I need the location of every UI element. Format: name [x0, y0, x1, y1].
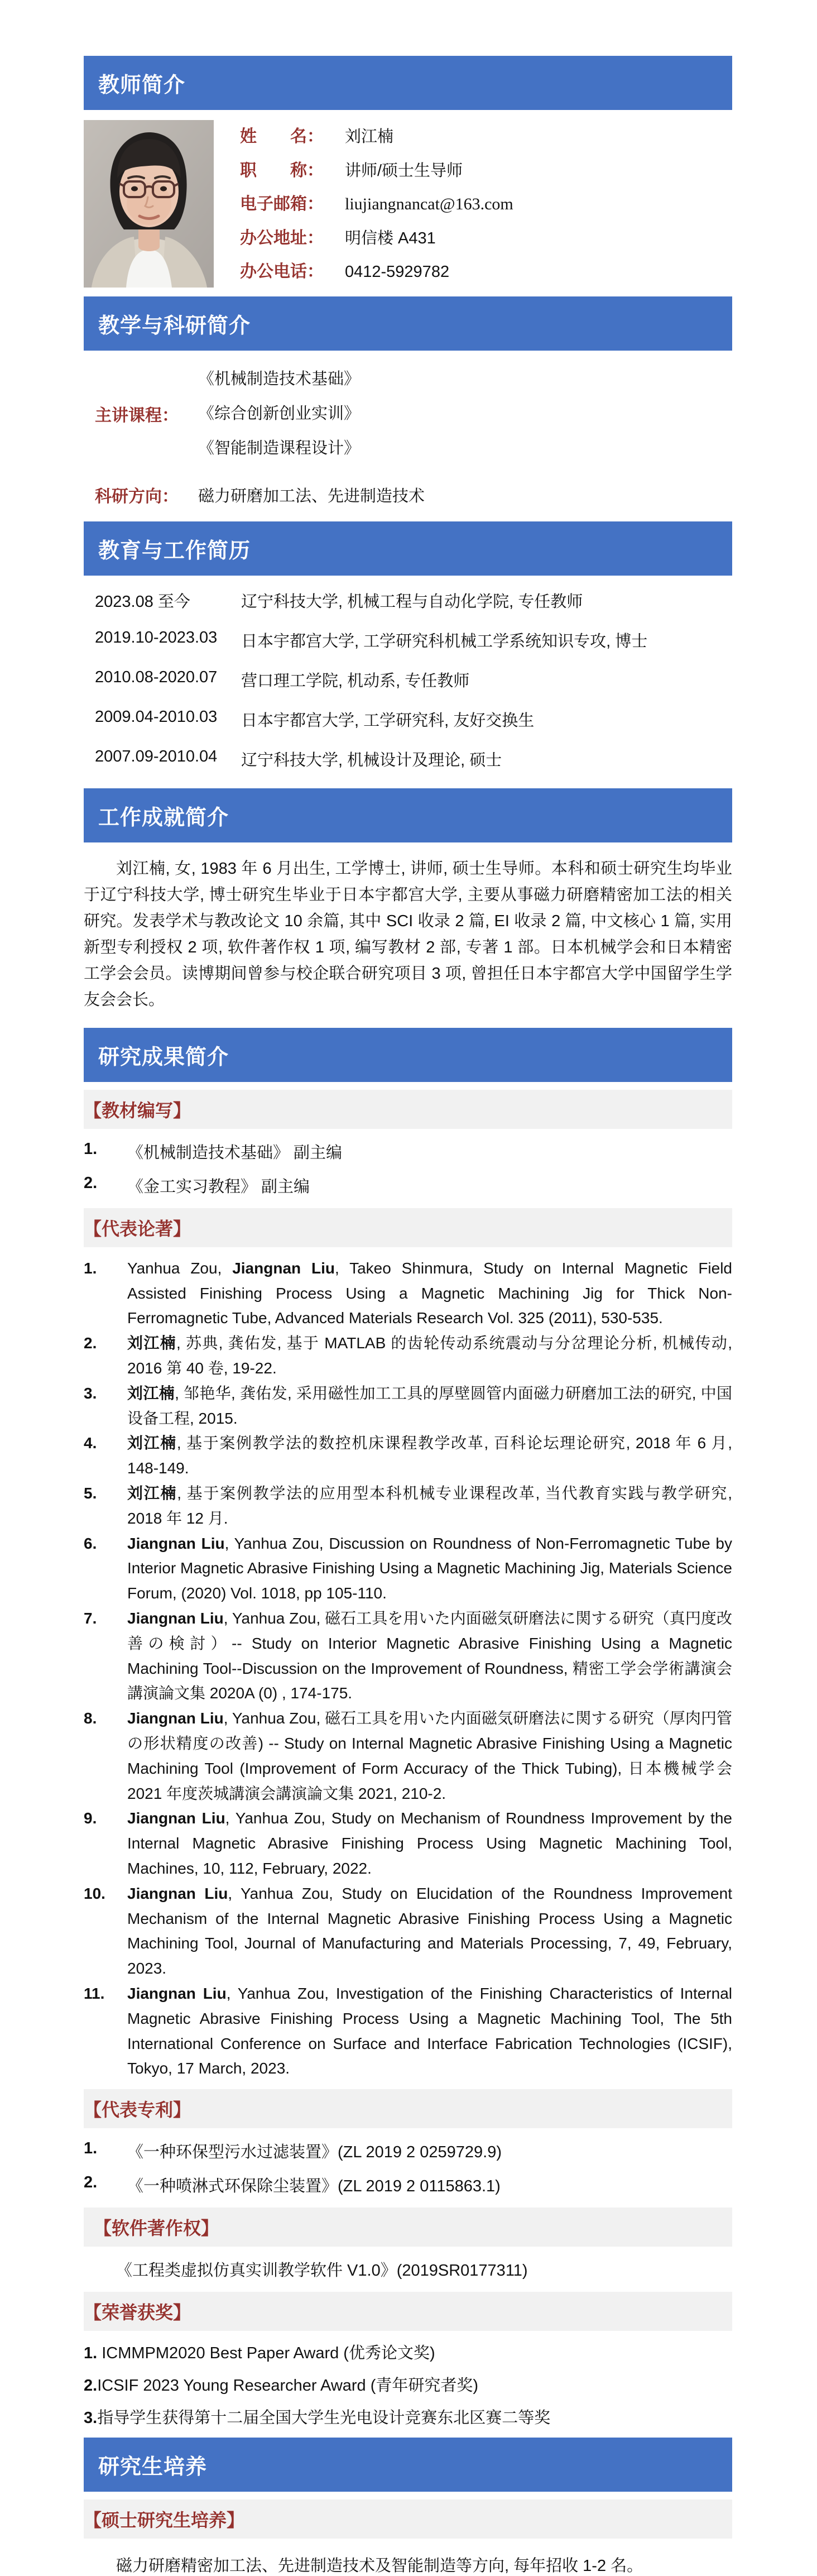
graduate-paragraph: 磁力研磨精密加工法、先进制造技术及智能制造等方向, 每年招收 1-2 名。	[116, 2557, 643, 2575]
education-period: 2019.10-2023.03	[95, 629, 218, 647]
patent-text: 《一种环保型污水过滤装置》(ZL 2019 2 0259729.9)	[127, 2143, 502, 2162]
publication-text: Jiangnan Liu, Yanhua Zou, 磁石工具を用いた内面磁気研磨法に関する研究（厚肉円管の形状精度の改善) -- Study on Internal Magnetic Abrasive Finishing Using a Magnetic Machining Tool (Improvement of Form Accuracy of the Thick Tubing), 日本機械学会 2021 年度茨城講演会講演論文集 2021, 210-2.	[127, 1710, 732, 1802]
publication-text: Jiangnan Liu, Yanhua Zou, Investigation of the Finishing Characteristics of Internal Magnetic Abrasive Finishing Process Using a Magnetic Machining Tool, The 5th International Conference on Surface and Interface Fabrication Technologies (ICSIF), Tokyo, 17 March, 2023.	[127, 1984, 732, 2077]
publication-item	[84, 1481, 732, 1531]
profile-photo	[84, 120, 214, 288]
education-row	[95, 629, 732, 652]
publication-item	[84, 1431, 732, 1481]
education-row	[95, 668, 732, 691]
education-row	[95, 748, 732, 770]
publication-list	[84, 1256, 732, 2081]
course-item: 《综合创新创业实训》	[198, 405, 361, 423]
education-detail: 日本宇都宫大学, 工学研究科, 友好交换生	[241, 712, 535, 730]
education-detail: 辽宁科技大学, 机械工程与自动化学院, 专任教师	[241, 593, 583, 611]
education-period: 2023.08 至今	[95, 593, 190, 611]
author-highlight: Jiangnan Liu	[127, 1984, 227, 2002]
publication-text: 刘江楠, 基于案例教学法的应用型本科机械专业课程改革, 当代教育实践与教学研究, 2018 年 12 月.	[127, 1484, 732, 1527]
textbook-text: 《金工实习教程》 副主编	[127, 1177, 310, 1196]
publication-text: Jiangnan Liu, Yanhua Zou, 磁石工具を用いた内面磁気研磨法に関する研究（真円度改善の検討）-- Study on Interior Magnetic Abrasive Finishing Using a Magnetic Machining Tool--Discussion on the Improvement of Roundness, 精密工学会学術講演会講演論文集 2020A (0) , 174-175.	[127, 1609, 732, 1702]
item-number: 5.	[84, 1484, 97, 1502]
section-header-research: 研究成果简介	[84, 1028, 732, 1082]
item-number: 9.	[84, 1809, 97, 1827]
education-period: 2010.08-2020.07	[95, 668, 218, 686]
band-software-copyright: 【软件著作权】	[84, 2208, 732, 2247]
patent-text: 《一种喷淋式环保除尘装置》(ZL 2019 2 0115863.1)	[127, 2177, 501, 2196]
textbook-item	[84, 1174, 732, 1197]
textbook-text: 《机械制造技术基础》 副主编	[127, 1143, 343, 1162]
education-detail: 营口理工学院, 机动系, 专任教师	[241, 672, 470, 690]
education-period: 2009.04-2010.03	[95, 708, 218, 726]
courses-row	[95, 362, 732, 466]
publication-item	[84, 1981, 732, 2081]
course-item: 《机械制造技术基础》	[198, 370, 361, 388]
education-period: 2007.09-2010.04	[95, 748, 218, 765]
education-row	[95, 708, 732, 731]
profile-fields	[240, 120, 732, 288]
field-value-office: 明信楼 A431	[345, 229, 436, 247]
education-list	[84, 576, 732, 788]
section-header-teaching: 教学与科研简介	[84, 296, 732, 351]
section-header-graduate: 研究生培养	[84, 2438, 732, 2492]
field-label-title: 职 称：	[240, 161, 324, 180]
research-direction-value: 磁力研磨加工法、先进制造技术	[198, 487, 425, 505]
band-publications: 【代表论著】	[84, 1208, 732, 1247]
band-patents: 【代表专利】	[84, 2089, 732, 2128]
publication-text: 刘江楠, 苏典, 龚佑发, 基于 MATLAB 的齿轮传动系统震动与分岔理论分析, 机械传动, 2016 第 40 卷, 19-22.	[127, 1334, 732, 1377]
field-value-title: 讲师/硕士生导师	[345, 161, 463, 180]
field-label-name: 姓 名：	[240, 127, 324, 146]
field-value-name: 刘江楠	[345, 128, 394, 146]
software-copyright-item: 《工程类虚拟仿真实训教学软件 V1.0》(2019SR0177311)	[116, 2262, 528, 2280]
education-detail: 日本宇都宫大学, 工学研究科机械工学系统知识专攻, 博士	[241, 633, 648, 650]
publication-text: Jiangnan Liu, Yanhua Zou, Discussion on Roundness of Non-Ferromagnetic Tube by Interior Magnetic Abrasive Finishing Using a Magnetic Machining Jig, Materials Science Forum, (2020) Vol. 1018, pp 105-110.	[127, 1534, 732, 1602]
item-number: 8.	[84, 1710, 97, 1727]
item-number: 1.	[84, 2344, 98, 2363]
publication-item	[84, 1806, 732, 1881]
author-highlight: Jiangnan Liu	[127, 1809, 225, 1827]
field-row-email	[240, 190, 732, 214]
band-textbooks: 【教材编写】	[84, 1090, 732, 1129]
education-row	[95, 589, 732, 612]
education-detail: 辽宁科技大学, 机械设计及理论, 硕士	[241, 751, 502, 769]
section-header-profile: 教师简介	[84, 56, 732, 110]
item-number: 7.	[84, 1609, 97, 1627]
item-number: 3.	[84, 2409, 98, 2427]
item-number: 2.	[84, 2173, 98, 2192]
item-number: 1.	[84, 2139, 98, 2158]
item-number: 2.	[84, 1174, 98, 1192]
author-highlight: 刘江楠	[127, 1434, 177, 1452]
publication-text: 刘江楠, 邹艳华, 龚佑发, 采用磁性加工工具的厚壁圆管内面磁力研磨加工法的研究, 中国设备工程, 2015.	[127, 1384, 732, 1427]
award-text: ICSIF 2023 Young Researcher Award (青年研究者奖)	[97, 2377, 479, 2395]
item-number: 1.	[84, 1139, 98, 1158]
publication-item	[84, 1381, 732, 1431]
publication-item	[84, 1881, 732, 1981]
author-highlight: 刘江楠	[127, 1384, 175, 1402]
patent-item	[84, 2139, 732, 2162]
publication-item	[84, 1606, 732, 1706]
award-item	[84, 2373, 732, 2396]
author-highlight: Jiangnan Liu	[127, 1534, 225, 1552]
field-row-name	[240, 122, 732, 147]
publication-item	[84, 1256, 732, 1331]
research-direction-label: 科研方向：	[95, 487, 179, 506]
research-direction-row	[95, 482, 732, 507]
patent-item	[84, 2173, 732, 2196]
item-number: 1.	[84, 1259, 97, 1277]
field-row-phone	[240, 257, 732, 282]
publication-text: Jiangnan Liu, Yanhua Zou, Study on Mechanism of Roundness Improvement by the Internal Magnetic Abrasive Finishing Process Using Magnetic Machining Tool, Machines, 10, 112, February, 2022.	[127, 1809, 732, 1877]
publication-text: Yanhua Zou, Jiangnan Liu, Takeo Shinmura, Study on Internal Magnetic Field Assisted Finishing Process Using a Magnetic Machining Jig for Thick Non-Ferromagnetic Tube, Advanced Materials Research Vol. 325 (2011), 530-535.	[127, 1259, 733, 1327]
publication-text: 刘江楠, 基于案例教学法的数控机床课程教学改革, 百科论坛理论研究, 2018 年 6 月, 148-149.	[127, 1434, 732, 1477]
author-highlight: 刘江楠	[127, 1334, 177, 1352]
courses-label: 主讲课程：	[95, 406, 179, 425]
band-awards: 【荣誉获奖】	[84, 2292, 732, 2331]
courses-list	[198, 362, 732, 466]
item-number: 11.	[84, 1984, 105, 2002]
award-item	[84, 2405, 732, 2428]
section-header-education: 教育与工作简历	[84, 521, 732, 576]
field-label-email: 电子邮箱：	[240, 195, 324, 213]
portrait-illustration	[84, 120, 214, 288]
award-list	[84, 2340, 732, 2428]
publication-item	[84, 1331, 732, 1381]
publication-item	[84, 1531, 732, 1606]
item-number: 3.	[84, 1384, 97, 1402]
achievements-paragraph: 刘江楠, 女, 1983 年 6 月出生, 工学博士, 讲师, 硕士生导师。本科和硕士研究生均毕业于辽宁科技大学, 博士研究生毕业于日本宇都宫大学, 主要从事磁力研磨精密加工法的相关研究。发表学术与教改论文 10 余篇, 其中 SCI 收录 2 篇, EI 收录 2 篇, 中文核心 1 篇, 实用新型专利授权 2 项, 软件著作权 1 项, 编写教材 2 部, 专著 1 部。日本机械学会和日本精密工学会会员。读博期间曾参与校企联合研究项目 3 项, 曾担任日本宇都宫大学中国留学生学友会会长。	[84, 860, 732, 1009]
section-header-achievements: 工作成就简介	[84, 788, 732, 842]
textbook-list	[84, 1140, 732, 1197]
publication-item	[84, 1706, 732, 1806]
teaching-content	[84, 351, 732, 521]
field-label-office: 办公地址：	[240, 228, 324, 247]
author-highlight: Jiangnan Liu	[127, 1609, 224, 1627]
author-highlight: Jiangnan Liu	[232, 1259, 335, 1277]
field-row-title	[240, 156, 732, 181]
item-number: 10.	[84, 1884, 105, 1902]
award-text: ICMMPM2020 Best Paper Award (优秀论文奖)	[97, 2344, 435, 2363]
course-item: 《智能制造课程设计》	[198, 439, 361, 457]
publication-text: Jiangnan Liu, Yanhua Zou, Study on Elucidation of the Roundness Improvement Mechanism of the Internal Magnetic Abrasive Finishing Process Using a Magnetic Machining Tool, Journal of Manufacturing and Materials Processing, 7, 49, February, 2023.	[127, 1884, 732, 1978]
band-master-training: 【硕士研究生培养】	[84, 2500, 732, 2539]
profile-row	[84, 120, 732, 288]
item-number: 2.	[84, 2377, 98, 2395]
field-value-email: liujiangnancat@163.com	[345, 195, 513, 213]
item-number: 6.	[84, 1534, 97, 1552]
author-highlight: 刘江楠	[127, 1484, 177, 1502]
award-text: 指导学生获得第十二届全国大学生光电设计竞赛东北区赛二等奖	[97, 2409, 551, 2427]
field-label-phone: 办公电话：	[240, 262, 324, 281]
award-item	[84, 2340, 732, 2363]
item-number: 4.	[84, 1434, 97, 1452]
author-highlight: Jiangnan Liu	[127, 1710, 224, 1727]
textbook-item	[84, 1140, 732, 1163]
author-highlight: Jiangnan Liu	[127, 1884, 228, 1902]
patent-list	[84, 2139, 732, 2196]
field-row-office	[240, 224, 732, 248]
field-value-phone: 0412-5929782	[345, 263, 450, 281]
item-number: 2.	[84, 1334, 97, 1352]
